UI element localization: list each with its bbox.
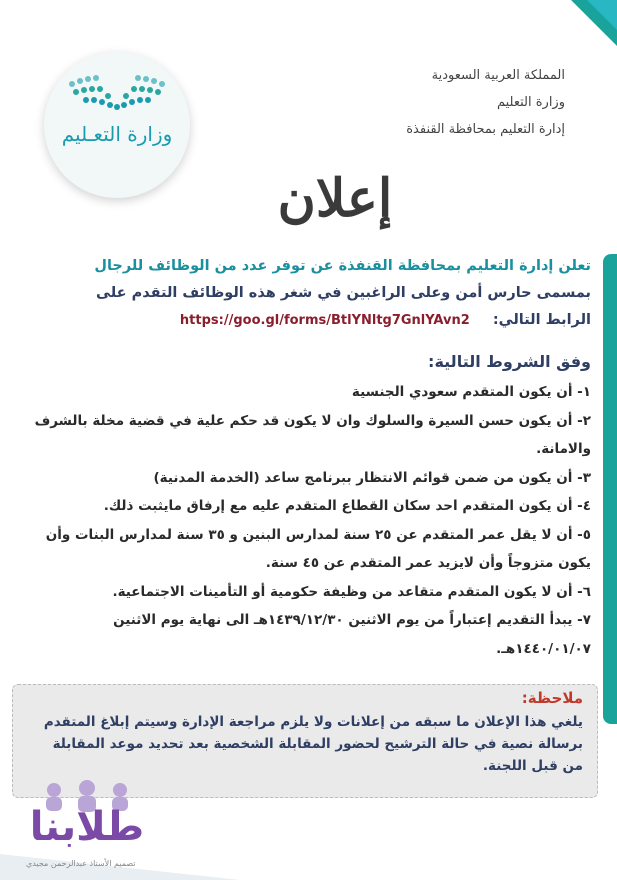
link-label: الرابط التالي:	[492, 312, 591, 328]
corner-decoration-inner	[587, 0, 617, 30]
announcement-title: إعلان	[277, 168, 393, 229]
header-line-kingdom: المملكة العربية السعودية	[431, 68, 565, 83]
condition-item: ٤- أن يكون المتقدم احد سكان القطاع المتقدم عليه مع إرفاق مايثبت ذلك.	[103, 498, 591, 514]
brand-logo	[24, 780, 154, 870]
intro-line-3	[23, 307, 591, 334]
note-line-2: برسالة نصية في حالة الترشيح لحضور المقابلة الشخصية بعد تحديد موعد المقابلة	[52, 736, 583, 752]
conditions-title: وفق الشروط التالية:	[428, 352, 591, 371]
application-link[interactable]: https://goo.gl/forms/BtlYNltg7GnlYAvn2	[179, 313, 470, 328]
announcement-intro	[23, 253, 591, 334]
condition-item: ١- أن يكون المتقدم سعودي الجنسية	[351, 384, 591, 400]
condition-item: ١٤٤٠/٠١/٠٧هـ.	[496, 640, 591, 657]
ministry-logo	[44, 52, 190, 198]
logo-text: وزارة التعـليم	[61, 122, 173, 146]
condition-item: والامانة.	[536, 441, 591, 457]
note-line-1: يلغي هذا الإعلان ما سبقه من إعلانات ولا يلزم مراجعة الإدارة وسيتم إبلاغ المتقدم	[43, 714, 583, 730]
side-accent-bar	[603, 254, 617, 724]
conditions-list	[23, 378, 591, 663]
note-title: ملاحظة:	[521, 689, 583, 707]
intro-line-2: بمسمى حارس أمن وعلى الراغبين في شغر هذه الوظائف التقدم على	[96, 285, 591, 301]
condition-item: ٦- أن لا يكون المتقدم متقاعد من وظيفة حكومية أو التأمينات الاجتماعية.	[112, 583, 591, 600]
condition-item: يكون متزوجاً وأن لايزيد عمر المتقدم عن ٤٥ سنة.	[265, 555, 591, 571]
logo-dots-icon	[64, 70, 170, 118]
note-line-3: من قبل اللجنة.	[482, 758, 583, 774]
condition-item: ٢- أن يكون حسن السيرة والسلوك وان لا يكون قد حكم علية في قضية مخلة بالشرف	[34, 412, 591, 429]
condition-item: ٧- يبدأ التقديم إعتباراً من يوم الاثنين ١٤٣٩/١٢/٣٠هـ الى نهاية يوم الاثنين	[113, 612, 591, 628]
brand-name: طلابنا	[29, 804, 145, 850]
condition-item: ٣- أن يكون من ضمن قوائم الانتظار ببرنامج ساعد (الخدمة المدنية)	[153, 469, 591, 486]
note-text	[27, 711, 583, 777]
brand-credit: تصميم الأستاذ عبدالرحمن مجيدي	[26, 859, 136, 868]
header-line-ministry: وزارة التعليم	[496, 95, 565, 110]
intro-line-1: تعلن إدارة التعليم بمحافظة القنفذة عن توفر عدد من الوظائف للرجال	[94, 258, 591, 274]
ministry-header	[406, 62, 565, 143]
header-line-department: إدارة التعليم بمحافظة القنفذة	[406, 122, 565, 137]
condition-item: ٥- أن لا يقل عمر المتقدم عن ٢٥ سنة لمدارس البنين و ٣٥ سنة لمدارس البنات وأن	[45, 526, 591, 543]
